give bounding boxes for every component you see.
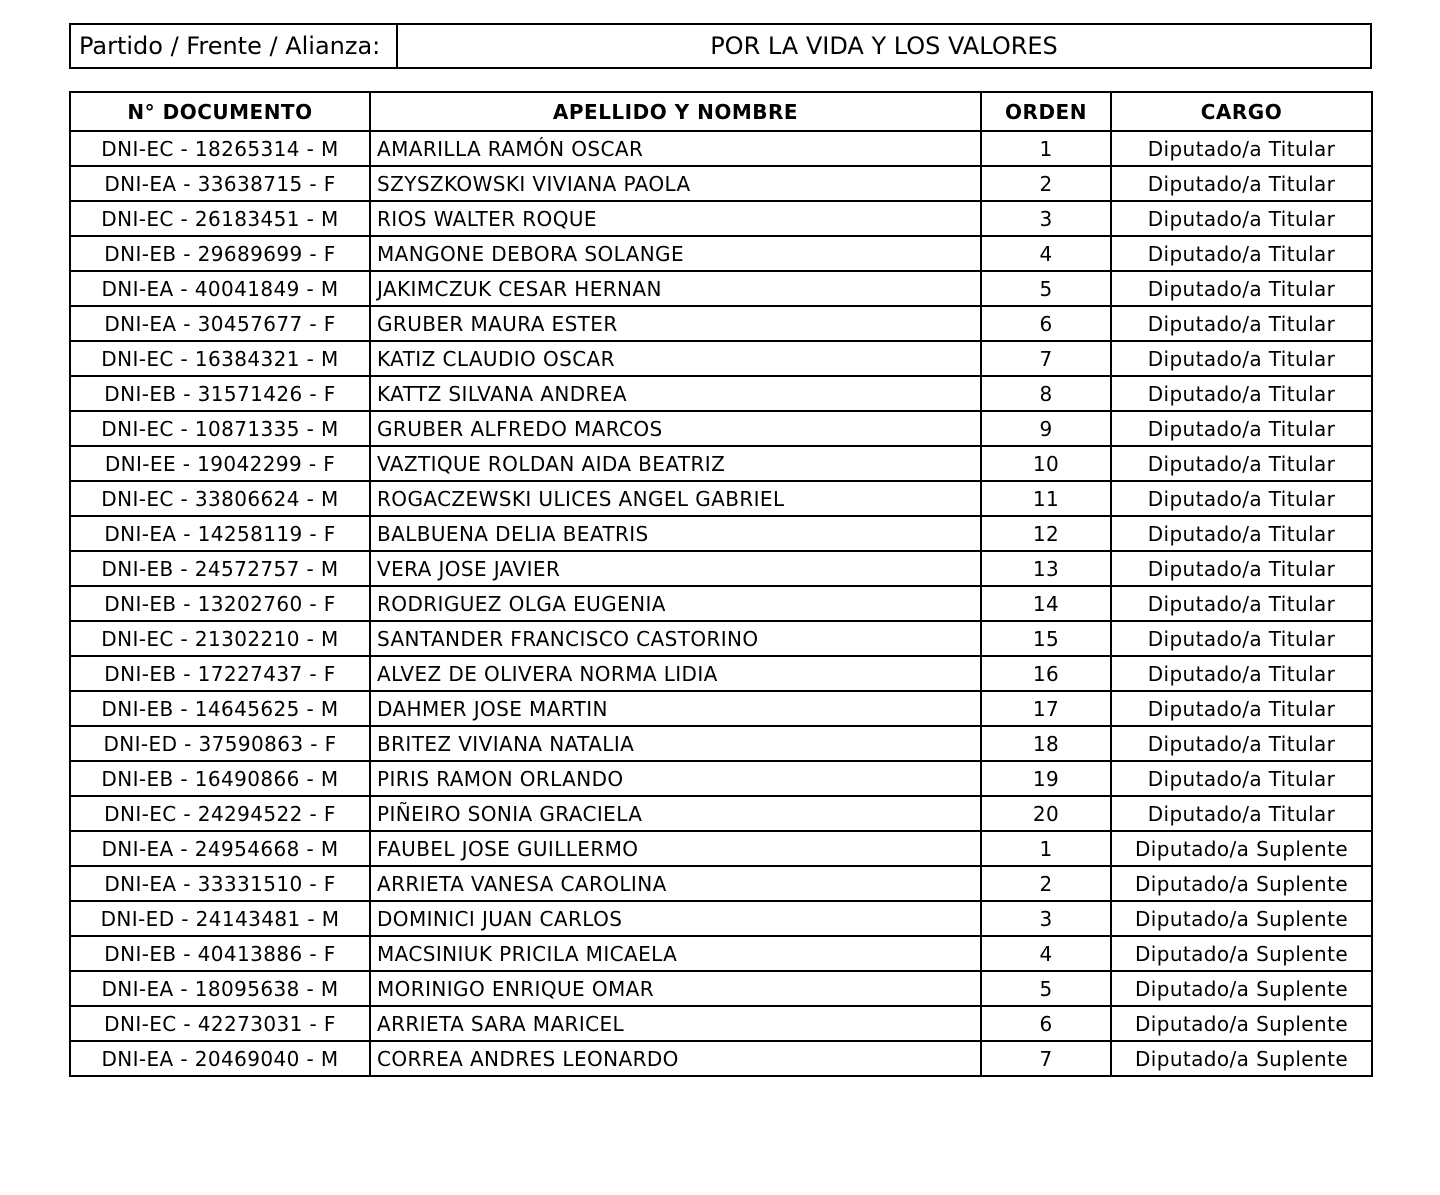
party-box xyxy=(69,23,1372,69)
cell-orden: 2 xyxy=(981,166,1111,201)
cell-orden: 8 xyxy=(981,376,1111,411)
cell-orden: 19 xyxy=(981,761,1111,796)
cell-cargo: Diputado/a Titular xyxy=(1111,621,1372,656)
cell-documento: DNI-EB - 16490866 - M xyxy=(70,761,370,796)
table-row xyxy=(70,411,1372,446)
cell-cargo: Diputado/a Titular xyxy=(1111,201,1372,236)
cell-cargo: Diputado/a Titular xyxy=(1111,481,1372,516)
cell-apellido-nombre: PIÑEIRO SONIA GRACIELA xyxy=(370,796,981,831)
cell-apellido-nombre: KATIZ CLAUDIO OSCAR xyxy=(370,341,981,376)
cell-orden: 14 xyxy=(981,586,1111,621)
table-row xyxy=(70,306,1372,341)
cell-cargo: Diputado/a Titular xyxy=(1111,166,1372,201)
cell-orden: 2 xyxy=(981,866,1111,901)
cell-orden: 17 xyxy=(981,691,1111,726)
cell-apellido-nombre: KATTZ SILVANA ANDREA xyxy=(370,376,981,411)
table-row xyxy=(70,481,1372,516)
cell-apellido-nombre: GRUBER ALFREDO MARCOS xyxy=(370,411,981,446)
table-row xyxy=(70,726,1372,761)
table-row xyxy=(70,831,1372,866)
cell-apellido-nombre: BALBUENA DELIA BEATRIS xyxy=(370,516,981,551)
table-row xyxy=(70,761,1372,796)
cell-documento: DNI-EA - 33331510 - F xyxy=(70,866,370,901)
cell-documento: DNI-EC - 10871335 - M xyxy=(70,411,370,446)
table-row xyxy=(70,1041,1372,1076)
cell-orden: 7 xyxy=(981,1041,1111,1076)
table-row xyxy=(70,656,1372,691)
candidates-table xyxy=(69,91,1373,1077)
cell-cargo: Diputado/a Titular xyxy=(1111,551,1372,586)
table-row xyxy=(70,236,1372,271)
cell-cargo: Diputado/a Titular xyxy=(1111,411,1372,446)
party-label: Partido / Frente / Alianza: xyxy=(71,25,398,67)
table-row xyxy=(70,446,1372,481)
header-orden: ORDEN xyxy=(981,92,1111,131)
cell-cargo: Diputado/a Suplente xyxy=(1111,971,1372,1006)
cell-cargo: Diputado/a Titular xyxy=(1111,306,1372,341)
cell-documento: DNI-EB - 13202760 - F xyxy=(70,586,370,621)
cell-orden: 3 xyxy=(981,901,1111,936)
cell-apellido-nombre: MACSINIUK PRICILA MICAELA xyxy=(370,936,981,971)
cell-orden: 20 xyxy=(981,796,1111,831)
cell-documento: DNI-EA - 30457677 - F xyxy=(70,306,370,341)
cell-documento: DNI-EA - 18095638 - M xyxy=(70,971,370,1006)
cell-documento: DNI-EA - 24954668 - M xyxy=(70,831,370,866)
table-row xyxy=(70,341,1372,376)
cell-documento: DNI-EA - 40041849 - M xyxy=(70,271,370,306)
cell-apellido-nombre: ALVEZ DE OLIVERA NORMA LIDIA xyxy=(370,656,981,691)
header-cargo: CARGO xyxy=(1111,92,1372,131)
cell-orden: 10 xyxy=(981,446,1111,481)
header-documento: N° DOCUMENTO xyxy=(70,92,370,131)
table-row xyxy=(70,551,1372,586)
cell-orden: 12 xyxy=(981,516,1111,551)
cell-orden: 1 xyxy=(981,831,1111,866)
cell-orden: 4 xyxy=(981,936,1111,971)
cell-cargo: Diputado/a Titular xyxy=(1111,656,1372,691)
cell-cargo: Diputado/a Titular xyxy=(1111,796,1372,831)
cell-orden: 5 xyxy=(981,971,1111,1006)
cell-apellido-nombre: GRUBER MAURA ESTER xyxy=(370,306,981,341)
table-row xyxy=(70,131,1372,166)
cell-cargo: Diputado/a Titular xyxy=(1111,726,1372,761)
cell-apellido-nombre: MORINIGO ENRIQUE OMAR xyxy=(370,971,981,1006)
cell-cargo: Diputado/a Suplente xyxy=(1111,901,1372,936)
cell-orden: 18 xyxy=(981,726,1111,761)
cell-cargo: Diputado/a Titular xyxy=(1111,586,1372,621)
cell-orden: 5 xyxy=(981,271,1111,306)
cell-apellido-nombre: DAHMER JOSE MARTIN xyxy=(370,691,981,726)
cell-apellido-nombre: FAUBEL JOSE GUILLERMO xyxy=(370,831,981,866)
cell-apellido-nombre: ARRIETA SARA MARICEL xyxy=(370,1006,981,1041)
cell-cargo: Diputado/a Titular xyxy=(1111,376,1372,411)
cell-cargo: Diputado/a Titular xyxy=(1111,236,1372,271)
cell-documento: DNI-EC - 18265314 - M xyxy=(70,131,370,166)
table-row xyxy=(70,271,1372,306)
table-row xyxy=(70,621,1372,656)
cell-orden: 9 xyxy=(981,411,1111,446)
cell-orden: 16 xyxy=(981,656,1111,691)
cell-apellido-nombre: ROGACZEWSKI ULICES ANGEL GABRIEL xyxy=(370,481,981,516)
cell-documento: DNI-EA - 14258119 - F xyxy=(70,516,370,551)
cell-documento: DNI-EC - 16384321 - M xyxy=(70,341,370,376)
table-row xyxy=(70,586,1372,621)
table-row xyxy=(70,376,1372,411)
table-row xyxy=(70,691,1372,726)
cell-cargo: Diputado/a Titular xyxy=(1111,761,1372,796)
table-row xyxy=(70,901,1372,936)
cell-orden: 4 xyxy=(981,236,1111,271)
table-row xyxy=(70,166,1372,201)
cell-cargo: Diputado/a Suplente xyxy=(1111,936,1372,971)
party-name: POR LA VIDA Y LOS VALORES xyxy=(710,32,1058,60)
cell-documento: DNI-EE - 19042299 - F xyxy=(70,446,370,481)
cell-documento: DNI-EA - 33638715 - F xyxy=(70,166,370,201)
cell-documento: DNI-EC - 33806624 - M xyxy=(70,481,370,516)
cell-cargo: Diputado/a Titular xyxy=(1111,271,1372,306)
cell-apellido-nombre: PIRIS RAMON ORLANDO xyxy=(370,761,981,796)
cell-apellido-nombre: RIOS WALTER ROQUE xyxy=(370,201,981,236)
table-row xyxy=(70,1006,1372,1041)
table-row xyxy=(70,516,1372,551)
cell-apellido-nombre: BRITEZ VIVIANA NATALIA xyxy=(370,726,981,761)
cell-orden: 3 xyxy=(981,201,1111,236)
cell-apellido-nombre: CORREA ANDRES LEONARDO xyxy=(370,1041,981,1076)
cell-cargo: Diputado/a Suplente xyxy=(1111,831,1372,866)
cell-orden: 15 xyxy=(981,621,1111,656)
cell-orden: 6 xyxy=(981,306,1111,341)
cell-cargo: Diputado/a Suplente xyxy=(1111,866,1372,901)
table-header-row xyxy=(70,92,1372,131)
cell-apellido-nombre: VERA JOSE JAVIER xyxy=(370,551,981,586)
cell-documento: DNI-EC - 24294522 - F xyxy=(70,796,370,831)
cell-cargo: Diputado/a Titular xyxy=(1111,341,1372,376)
cell-orden: 7 xyxy=(981,341,1111,376)
table-row xyxy=(70,866,1372,901)
cell-apellido-nombre: DOMINICI JUAN CARLOS xyxy=(370,901,981,936)
cell-apellido-nombre: RODRIGUEZ OLGA EUGENIA xyxy=(370,586,981,621)
table-row xyxy=(70,971,1372,1006)
cell-apellido-nombre: VAZTIQUE ROLDAN AIDA BEATRIZ xyxy=(370,446,981,481)
cell-cargo: Diputado/a Titular xyxy=(1111,516,1372,551)
cell-documento: DNI-EC - 42273031 - F xyxy=(70,1006,370,1041)
table-row xyxy=(70,936,1372,971)
cell-documento: DNI-EB - 17227437 - F xyxy=(70,656,370,691)
cell-apellido-nombre: ARRIETA VANESA CAROLINA xyxy=(370,866,981,901)
header-apellido-nombre: APELLIDO Y NOMBRE xyxy=(370,92,981,131)
cell-apellido-nombre: MANGONE DEBORA SOLANGE xyxy=(370,236,981,271)
cell-apellido-nombre: JAKIMCZUK CESAR HERNAN xyxy=(370,271,981,306)
cell-documento: DNI-EB - 24572757 - M xyxy=(70,551,370,586)
cell-documento: DNI-EC - 26183451 - M xyxy=(70,201,370,236)
cell-documento: DNI-EB - 29689699 - F xyxy=(70,236,370,271)
cell-orden: 13 xyxy=(981,551,1111,586)
cell-orden: 11 xyxy=(981,481,1111,516)
cell-documento: DNI-ED - 24143481 - M xyxy=(70,901,370,936)
cut-off-text xyxy=(70,0,800,4)
cell-documento: DNI-EB - 14645625 - M xyxy=(70,691,370,726)
cell-cargo: Diputado/a Titular xyxy=(1111,446,1372,481)
table-row xyxy=(70,201,1372,236)
cell-documento: DNI-ED - 37590863 - F xyxy=(70,726,370,761)
cell-cargo: Diputado/a Titular xyxy=(1111,691,1372,726)
cell-apellido-nombre: AMARILLA RAMÓN OSCAR xyxy=(370,131,981,166)
cell-documento: DNI-EA - 20469040 - M xyxy=(70,1041,370,1076)
cell-apellido-nombre: SANTANDER FRANCISCO CASTORINO xyxy=(370,621,981,656)
table-row xyxy=(70,796,1372,831)
cell-documento: DNI-EC - 21302210 - M xyxy=(70,621,370,656)
cell-orden: 6 xyxy=(981,1006,1111,1041)
cell-documento: DNI-EB - 40413886 - F xyxy=(70,936,370,971)
cell-apellido-nombre: SZYSZKOWSKI VIVIANA PAOLA xyxy=(370,166,981,201)
cell-orden: 1 xyxy=(981,131,1111,166)
cell-cargo: Diputado/a Suplente xyxy=(1111,1006,1372,1041)
cell-documento: DNI-EB - 31571426 - F xyxy=(70,376,370,411)
cell-cargo: Diputado/a Titular xyxy=(1111,131,1372,166)
cell-cargo: Diputado/a Suplente xyxy=(1111,1041,1372,1076)
